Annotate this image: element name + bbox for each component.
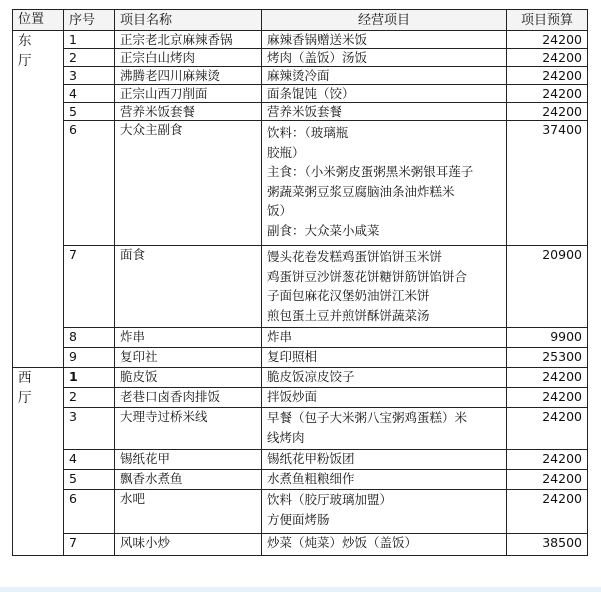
table-row [13, 534, 588, 556]
business [262, 534, 507, 556]
budget: 25300 [507, 348, 588, 368]
budget: 24200 [507, 490, 588, 534]
header-number: 序号 [64, 10, 115, 31]
table-row [13, 328, 588, 348]
table-row [13, 388, 588, 408]
business-line: 饮料：（玻璃瓶 [267, 125, 349, 140]
business [262, 368, 507, 388]
row-number: 8 [64, 328, 115, 348]
business [262, 470, 507, 490]
table-row [13, 121, 588, 246]
project-name: 老巷口卤香肉排饭 [115, 388, 262, 408]
budget: 24200 [507, 103, 588, 121]
business [262, 246, 507, 328]
table-row [13, 67, 588, 85]
header-budget: 项目预算 [507, 10, 588, 31]
row-number: 6 [64, 121, 115, 246]
business-line: 水煮鱼粗粮细作 [267, 471, 355, 486]
project-name: 正宗白山烤肉 [115, 49, 262, 67]
header-project-name: 项目名称 [115, 10, 262, 31]
table-row [13, 408, 588, 450]
project-name: 沸腾老四川麻辣烫 [115, 67, 262, 85]
table-row [13, 103, 588, 121]
location-east [13, 31, 64, 368]
budget: 24200 [507, 450, 588, 470]
project-name: 正宗山西刀削面 [115, 85, 262, 103]
location-west [13, 368, 64, 556]
project-name: 营养米饭套餐 [115, 103, 262, 121]
project-name: 飘香水煮鱼 [115, 470, 262, 490]
header-location: 位置 [13, 10, 64, 31]
location-east-char-1: 东 [18, 33, 32, 49]
business-line: 胶瓶） [267, 144, 305, 160]
business [262, 31, 507, 49]
table-row [13, 450, 588, 470]
location-west-char-1: 西 [18, 370, 32, 386]
table-row [13, 490, 588, 534]
business-line: 麻辣烫冷面 [267, 68, 330, 83]
business-line: 脆皮饭凉皮饺子 [267, 369, 355, 384]
budget: 24200 [507, 49, 588, 67]
business [262, 121, 507, 246]
business-line: 麻辣香锅赠送米饭 [267, 32, 368, 47]
budget: 24200 [507, 31, 588, 49]
row-number: 1 [64, 368, 115, 388]
business-line: 营养米饭套餐 [267, 104, 343, 119]
project-name: 正宗老北京麻辣香锅 [115, 31, 262, 49]
header-business: 经营项目 [262, 10, 507, 31]
business-line: 烤肉（盖饭）汤饭 [267, 50, 368, 65]
page-bottom-band [0, 587, 601, 592]
budget: 24200 [507, 408, 588, 450]
business [262, 490, 507, 534]
business [262, 450, 507, 470]
business [262, 103, 507, 121]
business-line: 拌饭炒面 [267, 389, 318, 404]
row-number: 1 [64, 31, 115, 49]
business-line: 馒头花卷发糕鸡蛋饼馅饼玉米饼 [267, 249, 443, 264]
business-line: 主食：（小米粥皮蛋粥黑米粥银耳莲子 [267, 164, 474, 179]
business [262, 328, 507, 348]
budget: 24200 [507, 368, 588, 388]
row-number: 4 [64, 85, 115, 103]
project-name: 面食 [115, 246, 262, 328]
budget: 20900 [507, 246, 588, 328]
budget: 24200 [507, 67, 588, 85]
location-west-char-2: 厅 [18, 390, 32, 406]
project-name: 炸串 [115, 328, 262, 348]
table-row [13, 348, 588, 368]
row-number: 2 [64, 49, 115, 67]
row-number: 2 [64, 388, 115, 408]
business-line: 锡纸花甲粉饭团 [267, 451, 355, 466]
business [262, 388, 507, 408]
project-name: 脆皮饭 [115, 368, 262, 388]
row-number: 4 [64, 450, 115, 470]
project-name: 大众主副食 [115, 121, 262, 246]
business-line: 煎包蛋土豆并煎饼酥饼蔬菜汤 [267, 307, 430, 323]
row-number: 7 [64, 246, 115, 328]
business-line: 方便面烤肠 [267, 512, 330, 527]
budget: 9900 [507, 328, 588, 348]
business-line: 面条馄饨（饺） [267, 86, 355, 101]
business-line: 炒菜（炖菜）炒饭（盖饭） [267, 535, 418, 550]
row-number: 6 [64, 490, 115, 534]
row-number: 5 [64, 103, 115, 121]
business-line: 线烤肉 [267, 430, 305, 445]
business-line: 饮料（胶厅玻璃加盟） [267, 492, 393, 507]
business-line: 饭） [267, 203, 293, 218]
business-line: 粥蔬菜粥豆浆豆腐脑油条油炸糕米 [267, 183, 455, 199]
business-line: 子面包麻花汉堡奶油饼江米饼 [267, 288, 430, 303]
table-header-row [13, 10, 588, 31]
business [262, 85, 507, 103]
business [262, 408, 507, 450]
budget: 38500 [507, 534, 588, 556]
business [262, 49, 507, 67]
business [262, 67, 507, 85]
table-row [13, 49, 588, 67]
table-row [13, 470, 588, 490]
business-line: 炸串 [267, 329, 293, 344]
budget: 37400 [507, 121, 588, 246]
table-row [13, 31, 588, 49]
business [262, 348, 507, 368]
project-name: 大理寺过桥米线 [115, 408, 262, 450]
row-number: 3 [64, 408, 115, 450]
row-number: 3 [64, 67, 115, 85]
project-name: 锡纸花甲 [115, 450, 262, 470]
business-line: 早餐（包子大米粥八宝粥鸡蛋糕）米 [267, 410, 468, 425]
budget: 24200 [507, 388, 588, 408]
business-line: 复印照相 [267, 349, 318, 364]
row-number: 5 [64, 470, 115, 490]
project-name: 复印社 [115, 348, 262, 368]
budget: 24200 [507, 470, 588, 490]
project-name: 风味小炒 [115, 534, 262, 556]
business-line: 副食：大众菜小咸菜 [267, 222, 380, 238]
location-east-char-2: 厅 [18, 53, 32, 69]
budget: 24200 [507, 85, 588, 103]
business-line: 鸡蛋饼豆沙饼葱花饼糖饼筋饼馅饼合 [267, 268, 468, 284]
table-row [13, 368, 588, 388]
row-number: 9 [64, 348, 115, 368]
project-name: 水吧 [115, 490, 262, 534]
row-number: 7 [64, 534, 115, 556]
table-row [13, 246, 588, 328]
table-row [13, 85, 588, 103]
budget-table [12, 9, 588, 556]
